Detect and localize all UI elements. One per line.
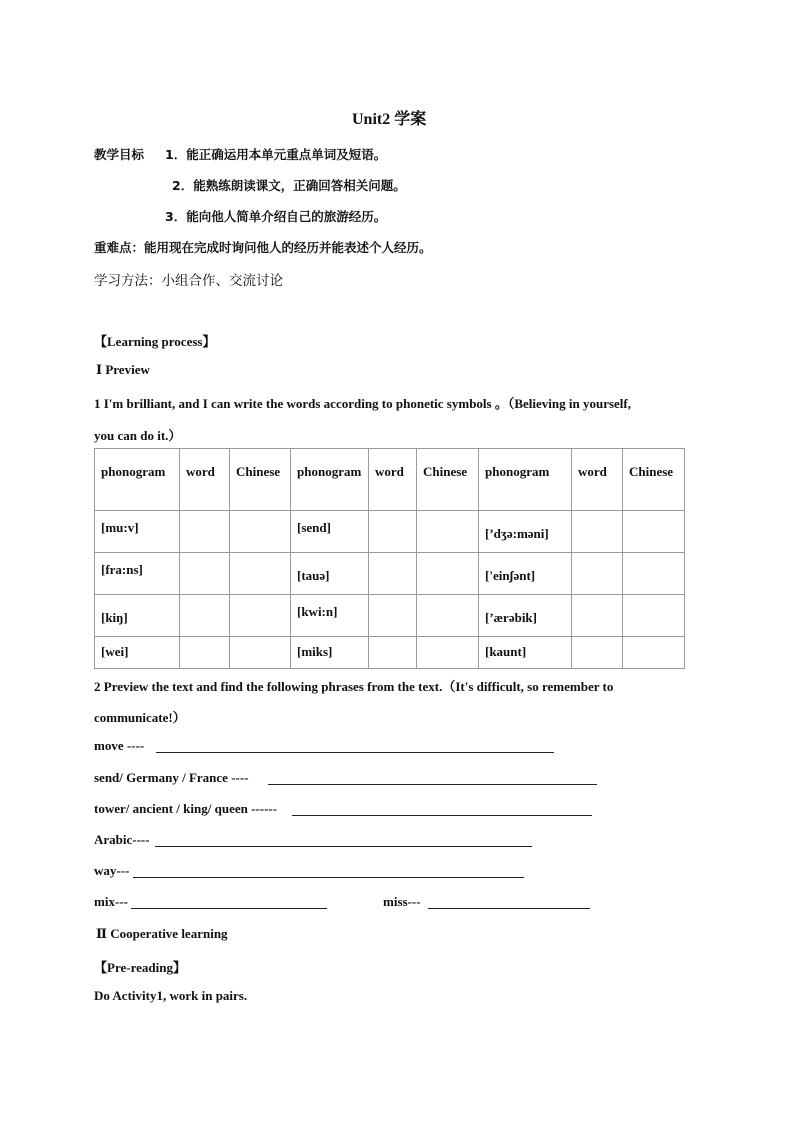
phrase-arabic-answer-line[interactable] <box>155 846 532 847</box>
header-cell: phonogram <box>95 449 180 511</box>
phrase-tower-answer-line[interactable] <box>292 815 592 816</box>
header-cell: phonogram <box>479 449 572 511</box>
phonogram-cell: [kiŋ] <box>95 595 180 637</box>
phonogram-cell: [send] <box>291 511 369 553</box>
header-cell: Chinese <box>417 449 479 511</box>
task2-line1: 2 Preview the text and find the following phrases from the text.（It's difficult, so remember to <box>94 679 614 694</box>
cooperative-heading: Ⅱ Cooperative learning <box>96 926 228 941</box>
word-cell[interactable] <box>180 511 230 553</box>
word-cell[interactable] <box>369 595 417 637</box>
task1-line1: 1 I'm brilliant, and I can write the words according to phonetic symbols 。（Believing in yourself, <box>94 396 631 411</box>
phrase-move-label: move ---- <box>94 738 145 753</box>
chinese-cell[interactable] <box>230 511 291 553</box>
task1-line2: you can do it.） <box>94 428 182 443</box>
preview-heading: Ⅰ Preview <box>96 362 150 377</box>
chinese-cell[interactable] <box>230 637 291 669</box>
phrase-mix-answer-line[interactable] <box>131 908 327 909</box>
word-cell[interactable] <box>180 637 230 669</box>
word-cell[interactable] <box>180 553 230 595</box>
word-cell[interactable] <box>572 553 623 595</box>
phonogram-cell: [’ærəbik] <box>479 595 572 637</box>
word-cell[interactable] <box>369 511 417 553</box>
chinese-cell[interactable] <box>417 511 479 553</box>
phonogram-cell: [tauə] <box>291 553 369 595</box>
chinese-cell[interactable] <box>417 637 479 669</box>
phonogram-cell: [miks] <box>291 637 369 669</box>
phonogram-cell: [’dʒə:məni] <box>479 511 572 553</box>
chinese-cell[interactable] <box>230 553 291 595</box>
header-cell: word <box>369 449 417 511</box>
phrase-send-label: send/ Germany / France ---- <box>94 770 249 785</box>
phonogram-cell: [mu:v] <box>95 511 180 553</box>
chinese-cell[interactable] <box>417 595 479 637</box>
phrase-tower-label: tower/ ancient / king/ queen ------ <box>94 801 278 816</box>
phrase-mix-label: mix--- <box>94 894 128 909</box>
table-row <box>95 637 685 669</box>
table-header-row <box>95 449 685 511</box>
phonogram-cell: ['einʃənt] <box>479 553 572 595</box>
header-cell: Chinese <box>623 449 685 511</box>
phrase-way-label: way--- <box>94 863 130 878</box>
word-cell[interactable] <box>572 511 623 553</box>
task2-line2: communicate!） <box>94 710 186 725</box>
key-points: 重难点：能用现在完成时询问他人的经历并能表述个人经历。 <box>94 240 432 255</box>
chinese-cell[interactable] <box>623 511 685 553</box>
chinese-cell[interactable] <box>623 637 685 669</box>
objective-3: 3．能向他人简单介绍自己的旅游经历。 <box>165 209 387 224</box>
objectives-label: 教学目标 <box>94 147 145 162</box>
activity-instruction: Do Activity1, work in pairs. <box>94 988 248 1003</box>
phrase-way-answer-line[interactable] <box>133 877 524 878</box>
header-cell: phonogram <box>291 449 369 511</box>
pre-reading-heading: 【Pre-reading】 <box>94 960 186 975</box>
chinese-cell[interactable] <box>623 595 685 637</box>
header-cell: word <box>180 449 230 511</box>
phonogram-cell: [kwi:n] <box>291 595 369 637</box>
phrase-move-answer-line[interactable] <box>156 752 554 753</box>
word-cell[interactable] <box>369 637 417 669</box>
table-row <box>95 595 685 637</box>
phonogram-cell: [kaunt] <box>479 637 572 669</box>
objective-2: 2．能熟练朗读课文，正确回答相关问题。 <box>172 178 406 193</box>
word-cell[interactable] <box>369 553 417 595</box>
word-cell[interactable] <box>180 595 230 637</box>
chinese-cell[interactable] <box>417 553 479 595</box>
phrase-send-answer-line[interactable] <box>268 784 597 785</box>
phrase-miss-answer-line[interactable] <box>428 908 590 909</box>
phrase-arabic-label: Arabic---- <box>94 832 150 847</box>
objective-1: 1．能正确运用本单元重点单词及短语。 <box>165 147 387 162</box>
word-cell[interactable] <box>572 595 623 637</box>
phonogram-cell: [fra:ns] <box>95 553 180 595</box>
phonetic-table <box>94 448 685 669</box>
chinese-cell[interactable] <box>230 595 291 637</box>
learning-process-heading: 【Learning process】 <box>94 334 216 349</box>
phrase-miss-label: miss--- <box>383 894 421 909</box>
header-cell: word <box>572 449 623 511</box>
page-title: Unit2 学案 <box>352 111 427 128</box>
learning-method: 学习方法：小组合作、交流讨论 <box>94 273 283 289</box>
table-row <box>95 511 685 553</box>
word-cell[interactable] <box>572 637 623 669</box>
phonogram-cell: [wei] <box>95 637 180 669</box>
header-cell: Chinese <box>230 449 291 511</box>
chinese-cell[interactable] <box>623 553 685 595</box>
table-row <box>95 553 685 595</box>
